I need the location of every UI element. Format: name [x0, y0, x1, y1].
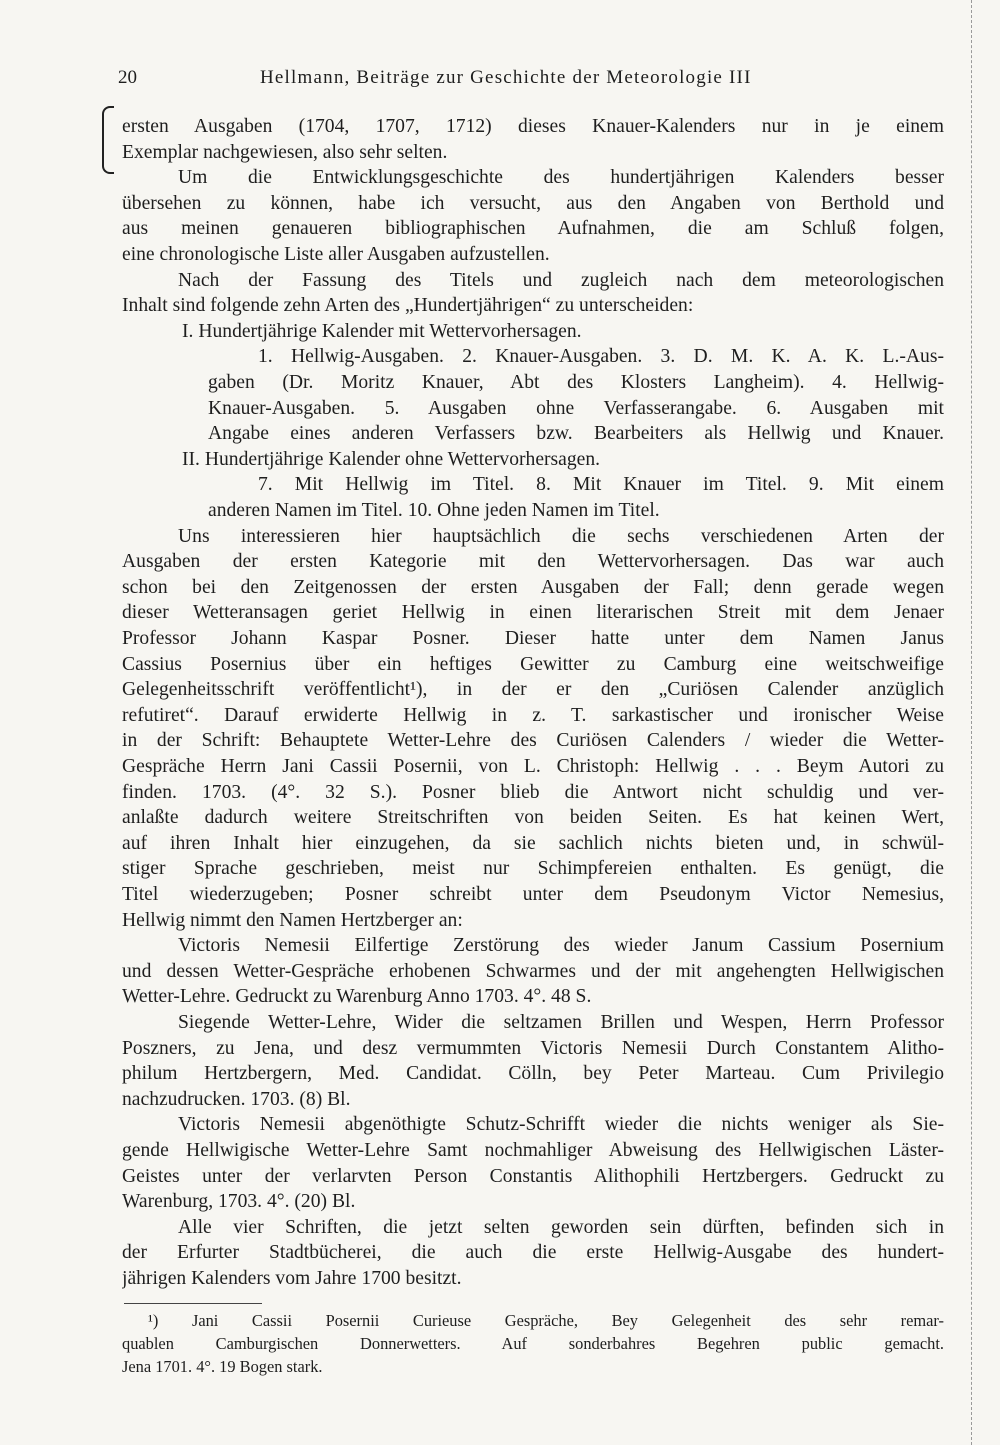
text-line: refutiret“. Darauf erwiderte Hellwig in z. T. sarkastischer und ironischer Weise	[122, 705, 944, 726]
footnote-rule	[124, 1303, 262, 1304]
margin-bracket	[102, 106, 114, 174]
text-line: Alle vier Schriften, die jetzt selten geworden sein dürften, befinden sich in	[178, 1217, 944, 1238]
text-line: schon bei den Zeitgenossen der ersten Ausgaben der Fall; denn gerade wegen	[122, 577, 944, 598]
text-line: Gespräche Herrn Jani Cassii Posernii, von L. Christoph: Hellwig . . . Beym Autori zu	[122, 756, 944, 777]
footnote-line: Jena 1701. 4°. 19 Bogen stark.	[122, 1357, 323, 1376]
text-line: übersehen zu können, habe ich versucht, aus den Angaben von Berthold und	[122, 193, 944, 214]
text-line: Exemplar nachgewiesen, also sehr selten.	[122, 142, 448, 163]
text-line: 7. Mit Hellwig im Titel. 8. Mit Knauer im Titel. 9. Mit einem	[258, 474, 944, 495]
text-line: Angabe eines anderen Verfassers bzw. Bearbeiters als Hellwig und Knauer.	[208, 423, 944, 444]
citation-line: philum Hertzbergern, Med. Candidat. Cölln, bey Peter Marteau. Cum Privilegio	[122, 1063, 944, 1084]
footnote-line: ¹) Jani Cassii Posernii Curieuse Gespräche, Bey Gelegenheit des sehr remar-	[148, 1311, 944, 1330]
text-line: anlaßte dadurch weitere Streitschriften von beiden Seiten. Es hat keinen Wert,	[122, 807, 944, 828]
running-header	[118, 64, 818, 92]
text-line: auf ihren Inhalt hier einzugehen, da sie sachlich nichts bieten und, in schwül-	[122, 833, 944, 854]
text-line: Inhalt sind folgende zehn Arten des „Hundertjährigen“ zu unterscheiden:	[122, 295, 694, 316]
page-edge	[971, 0, 972, 1445]
page-number: 20	[118, 67, 137, 88]
text-line: Gelegenheitsschrift veröffentlicht¹), in der er den „Curiösen Calender anzüglich	[122, 679, 944, 700]
text-line: in der Schrift: Behauptete Wetter-Lehre des Curiösen Calenders / wieder die Wetter-	[122, 730, 944, 751]
text-line: Nach der Fassung des Titels und zugleich nach dem meteorologischen	[178, 270, 944, 291]
text-line: finden. 1703. (4°. 32 S.). Posner blieb die Antwort nicht schuldig und ver-	[122, 782, 944, 803]
citation-line: gende Hellwigische Wetter-Lehre Samt nochmahliger Abweisung des Hellwigischen Läster-	[122, 1140, 944, 1161]
citation-line: und dessen Wetter-Gespräche erhobenen Schwarmes und der mit angehengten Hellwigischen	[122, 961, 944, 982]
text-line: Hellwig nimmt den Namen Hertzberger an:	[122, 910, 463, 931]
running-title: Hellmann, Beiträge zur Geschichte der Meteorologie III	[260, 67, 752, 88]
citation-line: Victoris Nemesii abgenöthigte Schutz-Schrifft wieder die nichts weniger als Sie-	[178, 1114, 944, 1135]
citation-line: Warenburg, 1703. 4°. (20) Bl.	[122, 1191, 356, 1212]
citation-line: Poszners, zu Jena, und desz vermummten Victoris Nemesii Durch Constantem Alitho-	[122, 1038, 944, 1059]
text-line: Titel wiederzugeben; Posner schreibt unter dem Pseudonym Victor Nemesius,	[122, 884, 944, 905]
text-line: Ausgaben der ersten Kategorie mit den Wettervorhersagen. Das war auch	[122, 551, 944, 572]
text-line: Knauer-Ausgaben. 5. Ausgaben ohne Verfasserangabe. 6. Ausgaben mit	[208, 398, 944, 419]
text-line: ersten Ausgaben (1704, 1707, 1712) dieses Knauer-Kalenders nur in je einem	[122, 116, 944, 137]
text-line: gaben (Dr. Moritz Knauer, Abt des Klosters Langheim). 4. Hellwig-	[208, 372, 944, 393]
citation-line: nachzudrucken. 1703. (8) Bl.	[122, 1089, 351, 1110]
citation-line: Wetter-Lehre. Gedruckt zu Warenburg Anno 1703. 4°. 48 S.	[122, 986, 592, 1007]
text-line: jährigen Kalenders vom Jahre 1700 besitzt.	[122, 1268, 462, 1289]
text-line: dieser Wetteransagen geriet Hellwig in einen literarischen Streit mit dem Jenaer	[122, 602, 944, 623]
text-line: Uns interessieren hier hauptsächlich die sechs verschiedenen Arten der	[178, 526, 944, 547]
list-heading: I. Hundertjährige Kalender mit Wettervorhersagen.	[182, 321, 582, 342]
text-line: eine chronologische Liste aller Ausgaben aufzustellen.	[122, 244, 550, 265]
text-line: aus meinen genaueren bibliographischen Aufnahmen, die am Schluß folgen,	[122, 218, 944, 239]
citation-line: Victoris Nemesii Eilfertige Zerstörung des wieder Janum Cassium Posernium	[178, 935, 944, 956]
list-heading: II. Hundertjährige Kalender ohne Wettervorhersagen.	[182, 449, 601, 470]
text-line: der Erfurter Stadtbücherei, die auch die erste Hellwig-Ausgabe des hundert-	[122, 1242, 944, 1263]
text-line: Cassius Posernius über ein heftiges Gewitter zu Camburg eine weitschweifige	[122, 654, 944, 675]
citation-line: Siegende Wetter-Lehre, Wider die seltzamen Brillen und Wespen, Herrn Professor	[178, 1012, 944, 1033]
text-line: 1. Hellwig-Ausgaben. 2. Knauer-Ausgaben. 3. D. M. K. A. K. L.-Aus-	[258, 346, 944, 367]
citation-line: Geistes unter der verlarvten Person Constantis Alithophili Hertzbergers. Gedruckt zu	[122, 1166, 944, 1187]
text-line: Um die Entwicklungsgeschichte des hundertjährigen Kalenders besser	[178, 167, 944, 188]
text-line: Professor Johann Kaspar Posner. Dieser hatte unter dem Namen Janus	[122, 628, 944, 649]
text-line: anderen Namen im Titel. 10. Ohne jeden Namen im Titel.	[208, 500, 660, 521]
footnote-line: quablen Camburgischen Donnerwetters. Auf sonderbahres Begehren public gemacht.	[122, 1334, 944, 1353]
text-line: stiger Sprache geschrieben, meist nur Schimpfereien enthalten. Es genügt, die	[122, 858, 944, 879]
